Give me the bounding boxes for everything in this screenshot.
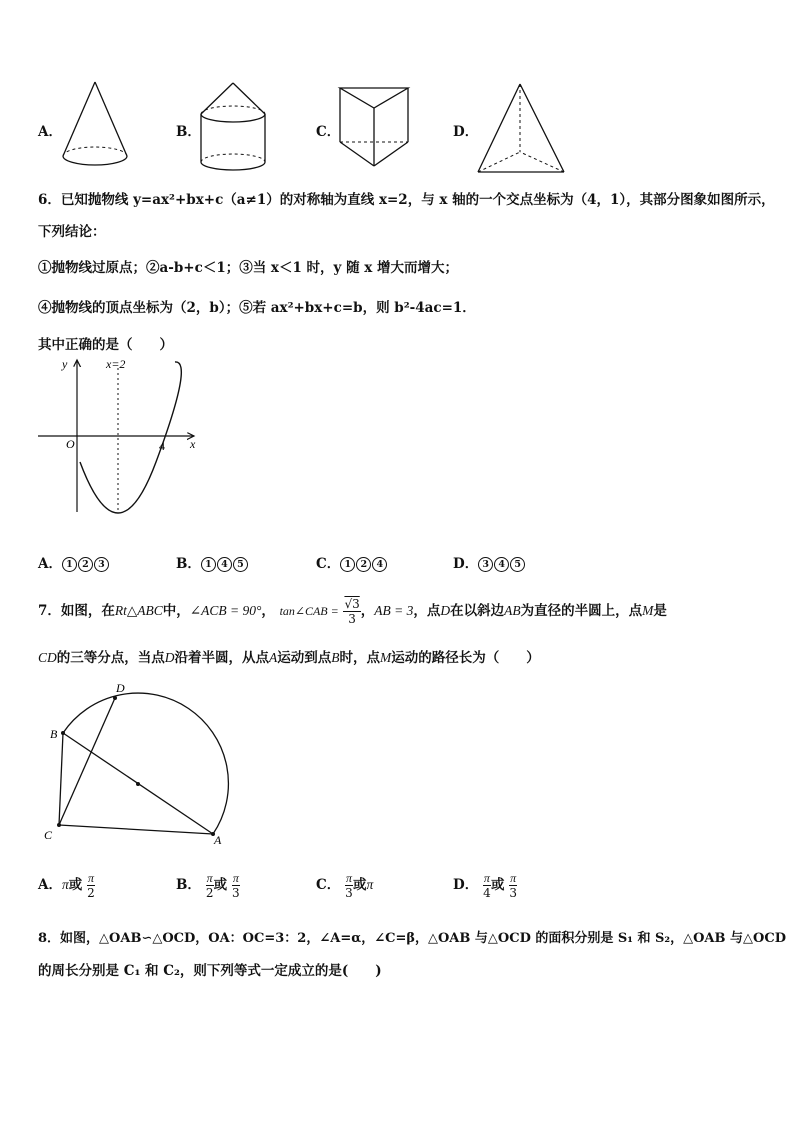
circled-number: 2 — [78, 557, 93, 572]
q5-option-d-label: D． — [453, 124, 479, 140]
circled-number: 2 — [356, 557, 371, 572]
q7-text-line-2: CD的三等分点，当点D沿着半圆，从点A运动到点B时，点M运动的路径长为（ ） — [38, 650, 540, 666]
q5-option-c-label: C． — [316, 124, 341, 140]
circled-number: 4 — [217, 557, 232, 572]
x-axis-label: x — [190, 437, 196, 451]
circled-number: 5 — [233, 557, 248, 572]
root-label: 4 — [159, 439, 165, 453]
q7-option-a: A．π或 $\frac{\pi}{2}$ — [38, 871, 95, 900]
q6-option-d: D． 3 4 5 — [453, 552, 526, 572]
q6-text-line-1: 6．已知抛物线 y=ax²+bx+c（a≠1）的对称轴为直线 x=2，与 x 轴的一个交点坐标为（4，1），其部分图象如图所示， — [38, 192, 775, 208]
q6-text-line-4: ④抛物线的顶点坐标为（2，b）；⑤若 ax²+bx+c=b，则 b²-4ac=1． — [38, 300, 476, 316]
circled-number: 4 — [494, 557, 509, 572]
cylinder-cone-figure — [196, 80, 272, 174]
circled-number: 1 — [340, 557, 355, 572]
q6-option-b: B． 1 4 5 — [176, 552, 249, 572]
y-axis-label: y — [62, 357, 68, 371]
cone-figure — [58, 78, 134, 174]
origin-label: O — [66, 437, 75, 451]
semicircle-arc — [63, 693, 228, 834]
q8-text-line-2: 的周长分别是 C₁ 和 C₂，则下列等式一定成立的是( ) — [38, 963, 382, 979]
q5-option-b-label: B． — [176, 124, 201, 140]
parabola-graph — [34, 354, 204, 514]
q6-text-line-5: 其中正确的是（ ） — [38, 337, 173, 353]
point-a-label: A — [214, 833, 222, 845]
q7-option-d: D． $\frac{\pi}{4}$ 或 $\frac{\pi}{3}$ — [453, 871, 517, 900]
circled-number: 5 — [510, 557, 525, 572]
q6-option-c: C． 1 2 4 — [316, 552, 388, 572]
circled-number: 4 — [372, 557, 387, 572]
point-c-label: C — [44, 828, 53, 842]
q7-text-line-1: 7．如图，在Rt△ABC中，∠ACB = 90°， tan∠CAB = $\frac{√3}{3}$ ，AB = 3，点D在以斜边AB为直径的半圆上，点M是 — [38, 597, 667, 626]
point-b-label: B — [50, 727, 58, 741]
q6-option-a: A． 1 2 3 — [38, 552, 110, 572]
triangular-prism-figure — [336, 82, 416, 172]
symmetry-label: x=2 — [106, 357, 126, 371]
q7-option-c: C． $\frac{\pi}{3}$ 或π — [316, 871, 374, 900]
circled-number: 1 — [62, 557, 77, 572]
semicircle-figure — [36, 680, 236, 845]
pyramid-figure — [474, 80, 570, 176]
q6-text-line-2: 下列结论： — [38, 224, 106, 240]
circled-number: 3 — [94, 557, 109, 572]
parabola-curve — [80, 362, 181, 513]
q5-option-a-label: A． — [38, 124, 62, 140]
circled-number: 1 — [201, 557, 216, 572]
q7-option-b: B． $\frac{\pi}{2}$ 或 $\frac{\pi}{3}$ — [176, 871, 240, 900]
circled-number: 3 — [478, 557, 493, 572]
point-d-label: D — [116, 681, 125, 695]
q6-text-line-3: ①抛物线过原点；②a-b+c＜1；③当 x＜1 时，y 随 x 增大而增大； — [38, 260, 459, 276]
q8-text-line-1: 8．如图，△OAB∽△OCD，OA：OC=3：2，∠A=α，∠C=β，△OAB 与△OCD 的面积分别是 S₁ 和 S₂，△OAB 与△OCD — [38, 931, 786, 946]
